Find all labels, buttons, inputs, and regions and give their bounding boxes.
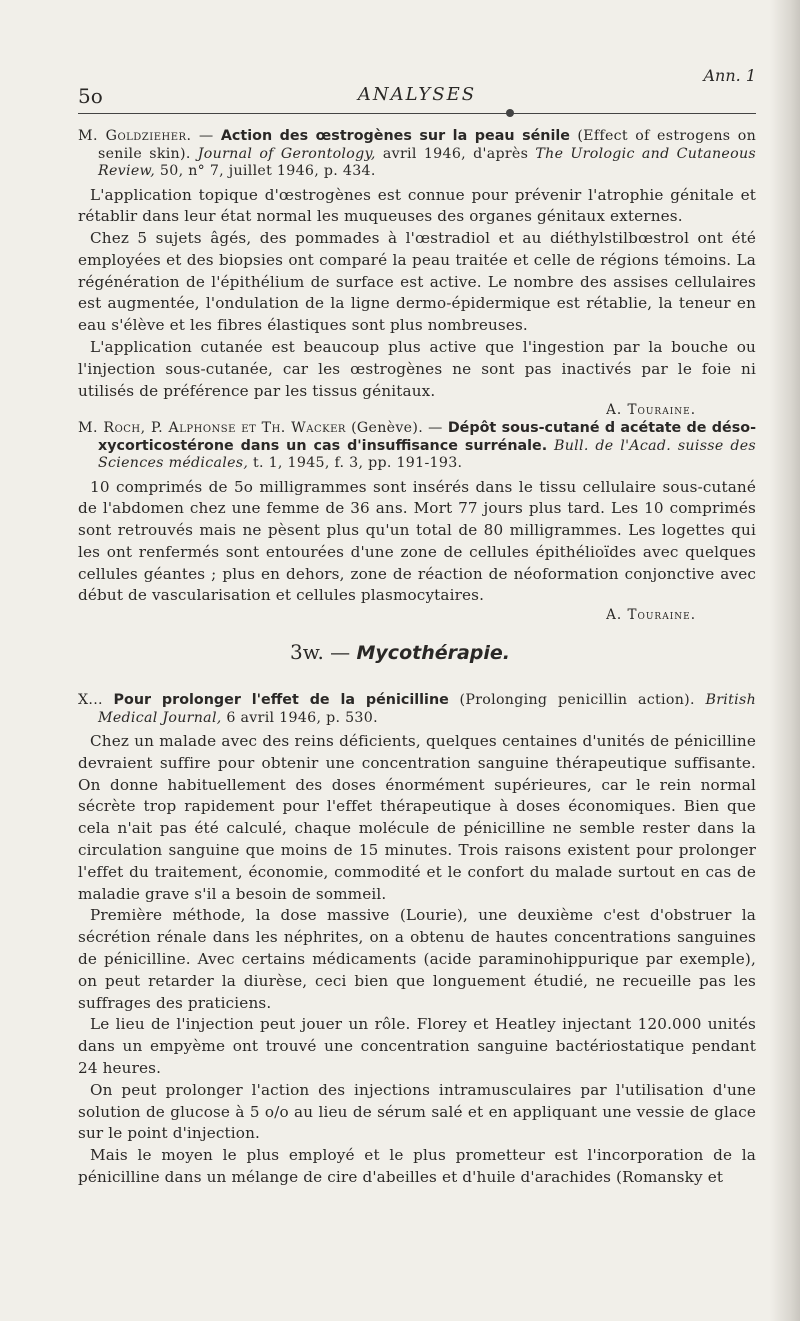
article-roch xyxy=(78,420,756,623)
article-authors: M. Roch, P. Alphonse et Th. Wacker xyxy=(78,420,346,436)
paragraph: 10 comprimés de 5o milligrammes sont insérés dans le tissu cellulaire sous-cutané de l'abdomen chez une femme de 36 ans. Mort 77 jours plus tard. Les 10 comprimés sont retrouvés mais ne pèsent plus qu'un total de 80 milligrammes. Les logettes qui les ont renfermés sont entourées d'une zone de cellules épithélioïdes avec quelques cellules géantes ; plus en dehors, zone de réaction de néoformation conjonctive avec début de vascularisation et cellules plasmocytaires. xyxy=(78,477,756,605)
article-author: X... xyxy=(78,692,103,708)
article-title: Action des œstrogènes sur la peau sénile xyxy=(220,128,570,144)
article-reference: M. Roch, P. Alphonse et Th. Wacker (Genève). — Dépôt sous-cutané d acétate de déso-xycorticostérone dans un cas d'insuffisance surrénale. Bull. de l'Acad. suisse des Sciences médicales, t. 1, 1945, f. 3, pp. 191-193. xyxy=(78,420,756,471)
journal-name: British Medical Journal, xyxy=(98,692,757,726)
article-reference: X... Pour prolonger l'effet de la pénicilline (Prolonging penicillin action). British Medical Journal, 6 avril 1946, p. 530. xyxy=(78,692,757,726)
paragraph: Mais le moyen le plus employé et le plus prometteur est l'incorporation de la pénicilline dans un mélange de cire d'abeilles et d'huile d'arachides (Romansky et xyxy=(78,1146,756,1186)
article-penicilline xyxy=(78,692,756,1189)
signature: A. Touraine. xyxy=(606,402,696,419)
rule-ornament xyxy=(506,109,514,117)
journal-name-2: The Urologic and Cutaneous Review, xyxy=(98,145,756,179)
running-header xyxy=(78,66,756,106)
section-title: Mycothérapie. xyxy=(356,642,511,664)
paragraph: Le lieu de l'injection peut jouer un rôle. Florey et Heatley injectant 120.000 unités dans un empyème ont trouvé une concentration sanguine bactériostatique pendant 24 heures. xyxy=(78,1015,756,1077)
journal-name: Journal of Gerontology, xyxy=(197,145,376,162)
article-goldzieher xyxy=(78,128,756,418)
article-title: Dépôt sous-cutané d acétate de déso-xycorticostérone dans un cas d'insuffisance surrénale. xyxy=(98,420,756,454)
paragraph: On peut prolonger l'action des injections intramusculaires par l'utilisation d'une solution de glucose à 5 o/o au lieu de sérum salé et en appliquant une vessie de glace sur le point d'injection. xyxy=(78,1080,756,1143)
article-title: Pour prolonger l'effet de la pénicilline xyxy=(113,692,449,708)
article-reference: M. Goldzieher. — Action des œstrogènes sur la peau sénile (Effect of estrogens on senile skin). Journal of Gerontology, avril 1946, d'après The Urologic and Cutaneous Review, 50, n° 7, juillet 1946, p. 434. xyxy=(78,128,757,179)
signature: A. Touraine. xyxy=(606,607,696,624)
section-number: 3w. xyxy=(289,640,324,664)
handwritten-annotation: Ann. 1 xyxy=(703,66,756,85)
paragraph: Première méthode, la dose massive (Lourie), une deuxième c'est d'obstruer la sécrétion rénale dans les néphrites, on a obtenu de hautes concentrations sanguines de pénicilline. Avec certains médicaments (acide paraminohippurique par exemple), on peut retarder la diurèse, ceci bien que longuement étudié, ne recueille pas les suffrages des praticiens. xyxy=(78,906,756,1012)
paragraph: Chez un malade avec des reins déficients, quelques centaines d'unités de pénicilline devraient suffire pour obtenir une concentration sanguine thérapeutique suffisante. On donne habituellement des doses énormément supérieures, car le rein normal sécrète trop rapidement pour l'effet thérapeutique à doses économiques. Bien que cela n'ait pas été calculé, chaque molécule de pénicilline ne semble rester dans la circulation sanguine que moins de 15 minutes. Trois raisons existent pour prolonger l'effet du traitement, économie, commodité et le confort du malade surtout en cas de maladie grave s'il a besoin de sommeil. xyxy=(78,732,756,903)
paragraph: Chez 5 sujets âgés, des pommades à l'œstradiol et au diéthylstilbœstrol ont été employées et des biopsies ont comparé la peau traitée et celle de régions témoins. La régénération de l'épithélium de surface est active. Le nombre des assises cellulaires est augmentée, l'ondulation de la ligne dermo-épidermique est rétablie, la teneur en eau s'élève et les fibres élastiques sont plus nombreuses. xyxy=(78,229,756,335)
article-author: M. Goldzieher. xyxy=(78,128,192,144)
section-heading: 3w. — Mycothérapie. xyxy=(289,640,511,664)
paragraph: L'application cutanée est beaucoup plus active que l'ingestion par la bouche ou l'injection sous-cutanée, car les œstrogènes ne sont pas inactivés par le foie ni utilisés de préférence par les tissus génitaux. xyxy=(78,338,756,400)
journal-name: Bull. de l'Acad. suisse des Sciences médicales, xyxy=(98,437,756,471)
running-title: ANALYSES xyxy=(357,84,477,105)
paragraph: L'application topique d'œstrogènes est connue pour prévenir l'atrophie génitale et rétablir dans leur état normal les muqueuses des organes génitaux externes. xyxy=(78,185,756,226)
page-number: 5o xyxy=(78,84,103,108)
header-rule xyxy=(78,113,756,114)
